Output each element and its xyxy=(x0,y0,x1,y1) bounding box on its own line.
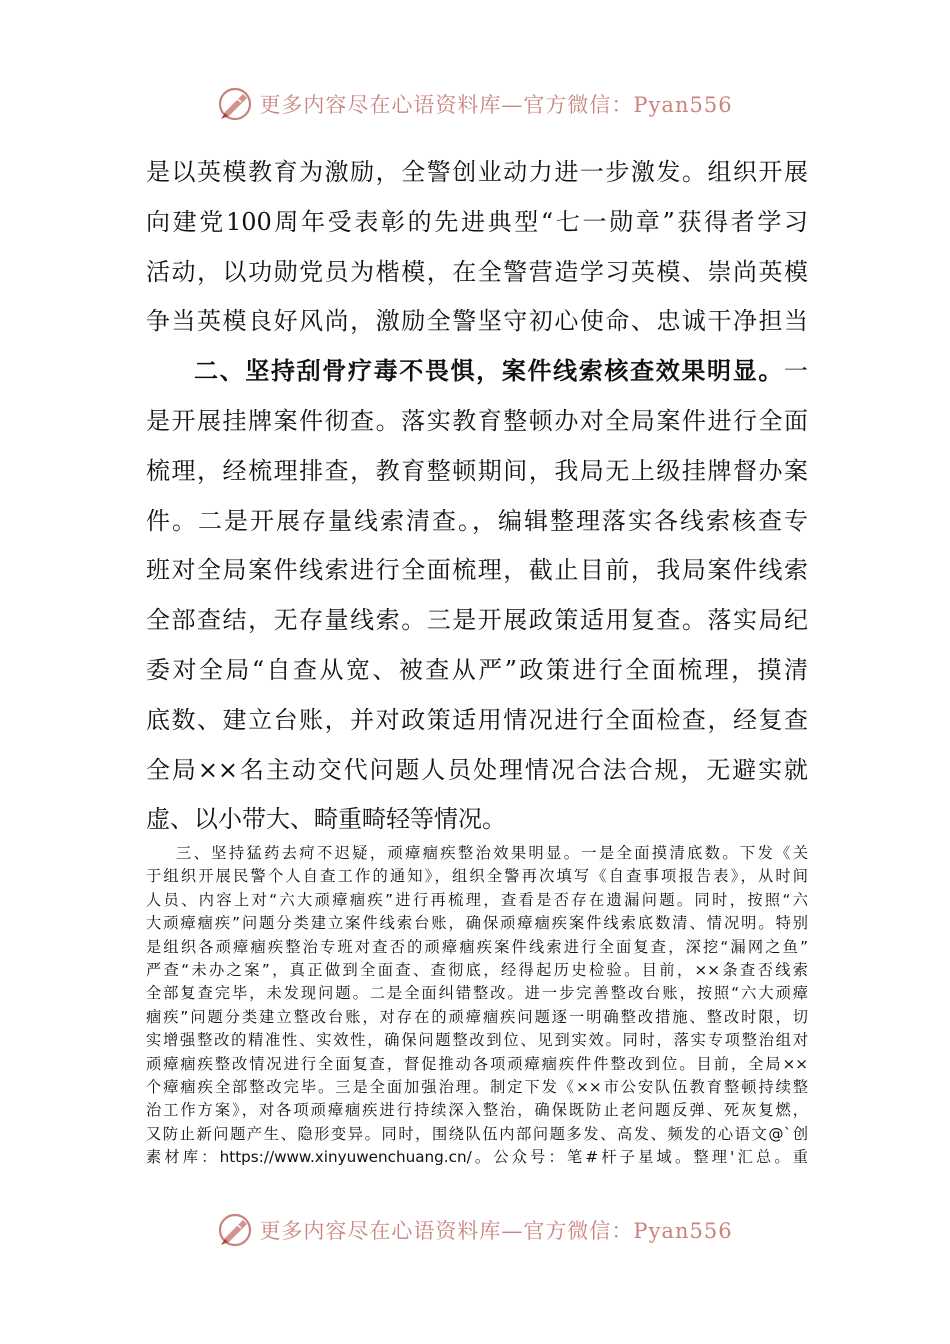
pen-logo-icon xyxy=(217,1212,253,1248)
watermark-text: 更多内容尽在心语资料库—官方微信：Pyan556 xyxy=(259,1219,733,1243)
body-line: 班对全局案件线索进行全面梳理，截止目前，我局案件线索 xyxy=(146,556,808,585)
watermark-footer xyxy=(0,1210,950,1250)
small-line: 全部复查完毕，未发现问题。二是全面纠错整改。进一步完善整改台账，按照“六大顽瘴 xyxy=(146,984,808,1003)
body-line: 全局××名主动交代问题人员处理情况合法合规，无避实就 xyxy=(146,755,808,784)
body-line: 争当英模良好风尚，激励全警坚守初心使命、忠诚干净担当 xyxy=(146,307,808,336)
small-line: 人员、内容上对“六大顽瘴痼疾”进行再梳理，查看是否存在遗漏问题。同时，按照“六 xyxy=(146,890,808,909)
section-two-heading-line xyxy=(146,347,808,397)
small-line: 是组织各顽瘴痼疾整治专班对查否的顽瘴痼疾案件线索进行全面复查，深挖“漏网之鱼” xyxy=(146,937,808,956)
section-two-heading: 二、坚持刮骨疗毒不畏惧，案件线索核查效果明显。 xyxy=(194,357,784,386)
small-line: 痼疾”问题分类建立整改台账，对存在的顽瘴痼疾问题逐一明确整改措施、整改时限，切 xyxy=(146,1007,808,1026)
section-three-body xyxy=(146,842,808,1169)
body-line: 全部查结，无存量线索。三是开展政策适用复查。落实局纪 xyxy=(146,606,808,635)
body-line: 梳理，经梳理排查，教育整顿期间，我局无上级挂牌督办案 xyxy=(146,456,808,485)
body-line: 虚、以小带大、畸重畸轻等情况。 xyxy=(146,805,506,834)
main-body xyxy=(146,148,808,845)
body-line: 向建党100周年受表彰的先进典型“七一勋章”获得者学习 xyxy=(146,207,808,236)
small-line: 实增强整改的精准性、实效性，确保问题整改到位、见到实效。同时，落实专项整治组对 xyxy=(146,1031,808,1050)
body-line: 是开展挂牌案件彻查。落实教育整顿办对全局案件进行全面 xyxy=(146,406,808,435)
small-line: 顽瘴痼疾整改情况进行全面复查，督促推动各项顽瘴痼疾件件整改到位。目前，全局×× xyxy=(146,1054,808,1073)
body-line: 件。二是开展存量线索清查。，编辑整理落实各线索核查专 xyxy=(146,506,808,535)
section-two-heading-tail: 一 xyxy=(784,357,808,386)
small-line: 又防止新问题产生、隐形变异。同时，围绕队伍内部问题多发、高发、频发的心语文@`创 xyxy=(146,1124,808,1143)
body-line: 活动，以功勋党员为楷模，在全警营造学习英模、崇尚英模 xyxy=(146,257,808,286)
small-line: 治工作方案》，对各项顽瘴痼疾进行持续深入整治，确保既防止老问题反弹、死灰复燃， xyxy=(146,1101,808,1120)
watermark-text: 更多内容尽在心语资料库—官方微信：Pyan556 xyxy=(259,93,733,117)
small-line: 于组织开展民警个人自查工作的通知》，组织全警再次填写《自查事项报告表》，从时间 xyxy=(146,867,808,886)
small-line: 严查“未办之案”，真正做到全面查、查彻底，经得起历史检验。目前，××条查否线索 xyxy=(146,960,808,979)
body-line: 底数、建立台账，并对政策适用情况进行全面检查，经复查 xyxy=(146,705,808,734)
pen-logo-icon xyxy=(217,86,253,122)
small-line: 个瘴痼疾全部整改完毕。三是全面加强治理。制定下发《××市公安队伍教育整顿持续整 xyxy=(146,1077,808,1096)
small-line: 大顽瘴痼疾”问题分类建立案件线索台账，确保顽瘴痼疾案件线索底数清、情况明。特别 xyxy=(146,914,808,933)
body-line: 委对全局“自查从宽、被查从严”政策进行全面梳理，摸清 xyxy=(146,655,808,684)
body-line: 是以英模教育为激励，全警创业动力进一步激发。组织开展 xyxy=(146,158,808,186)
small-line: 三、坚持猛药去疴不迟疑，顽瘴痼疾整治效果明显。一是全面摸清底数。下发《关 xyxy=(176,844,808,862)
small-line: 素材库：https://www.xinyuwenchuang.cn/。公众号：笔#杆子星域。整理'汇总。重 xyxy=(146,1148,808,1167)
watermark-header xyxy=(0,84,950,124)
